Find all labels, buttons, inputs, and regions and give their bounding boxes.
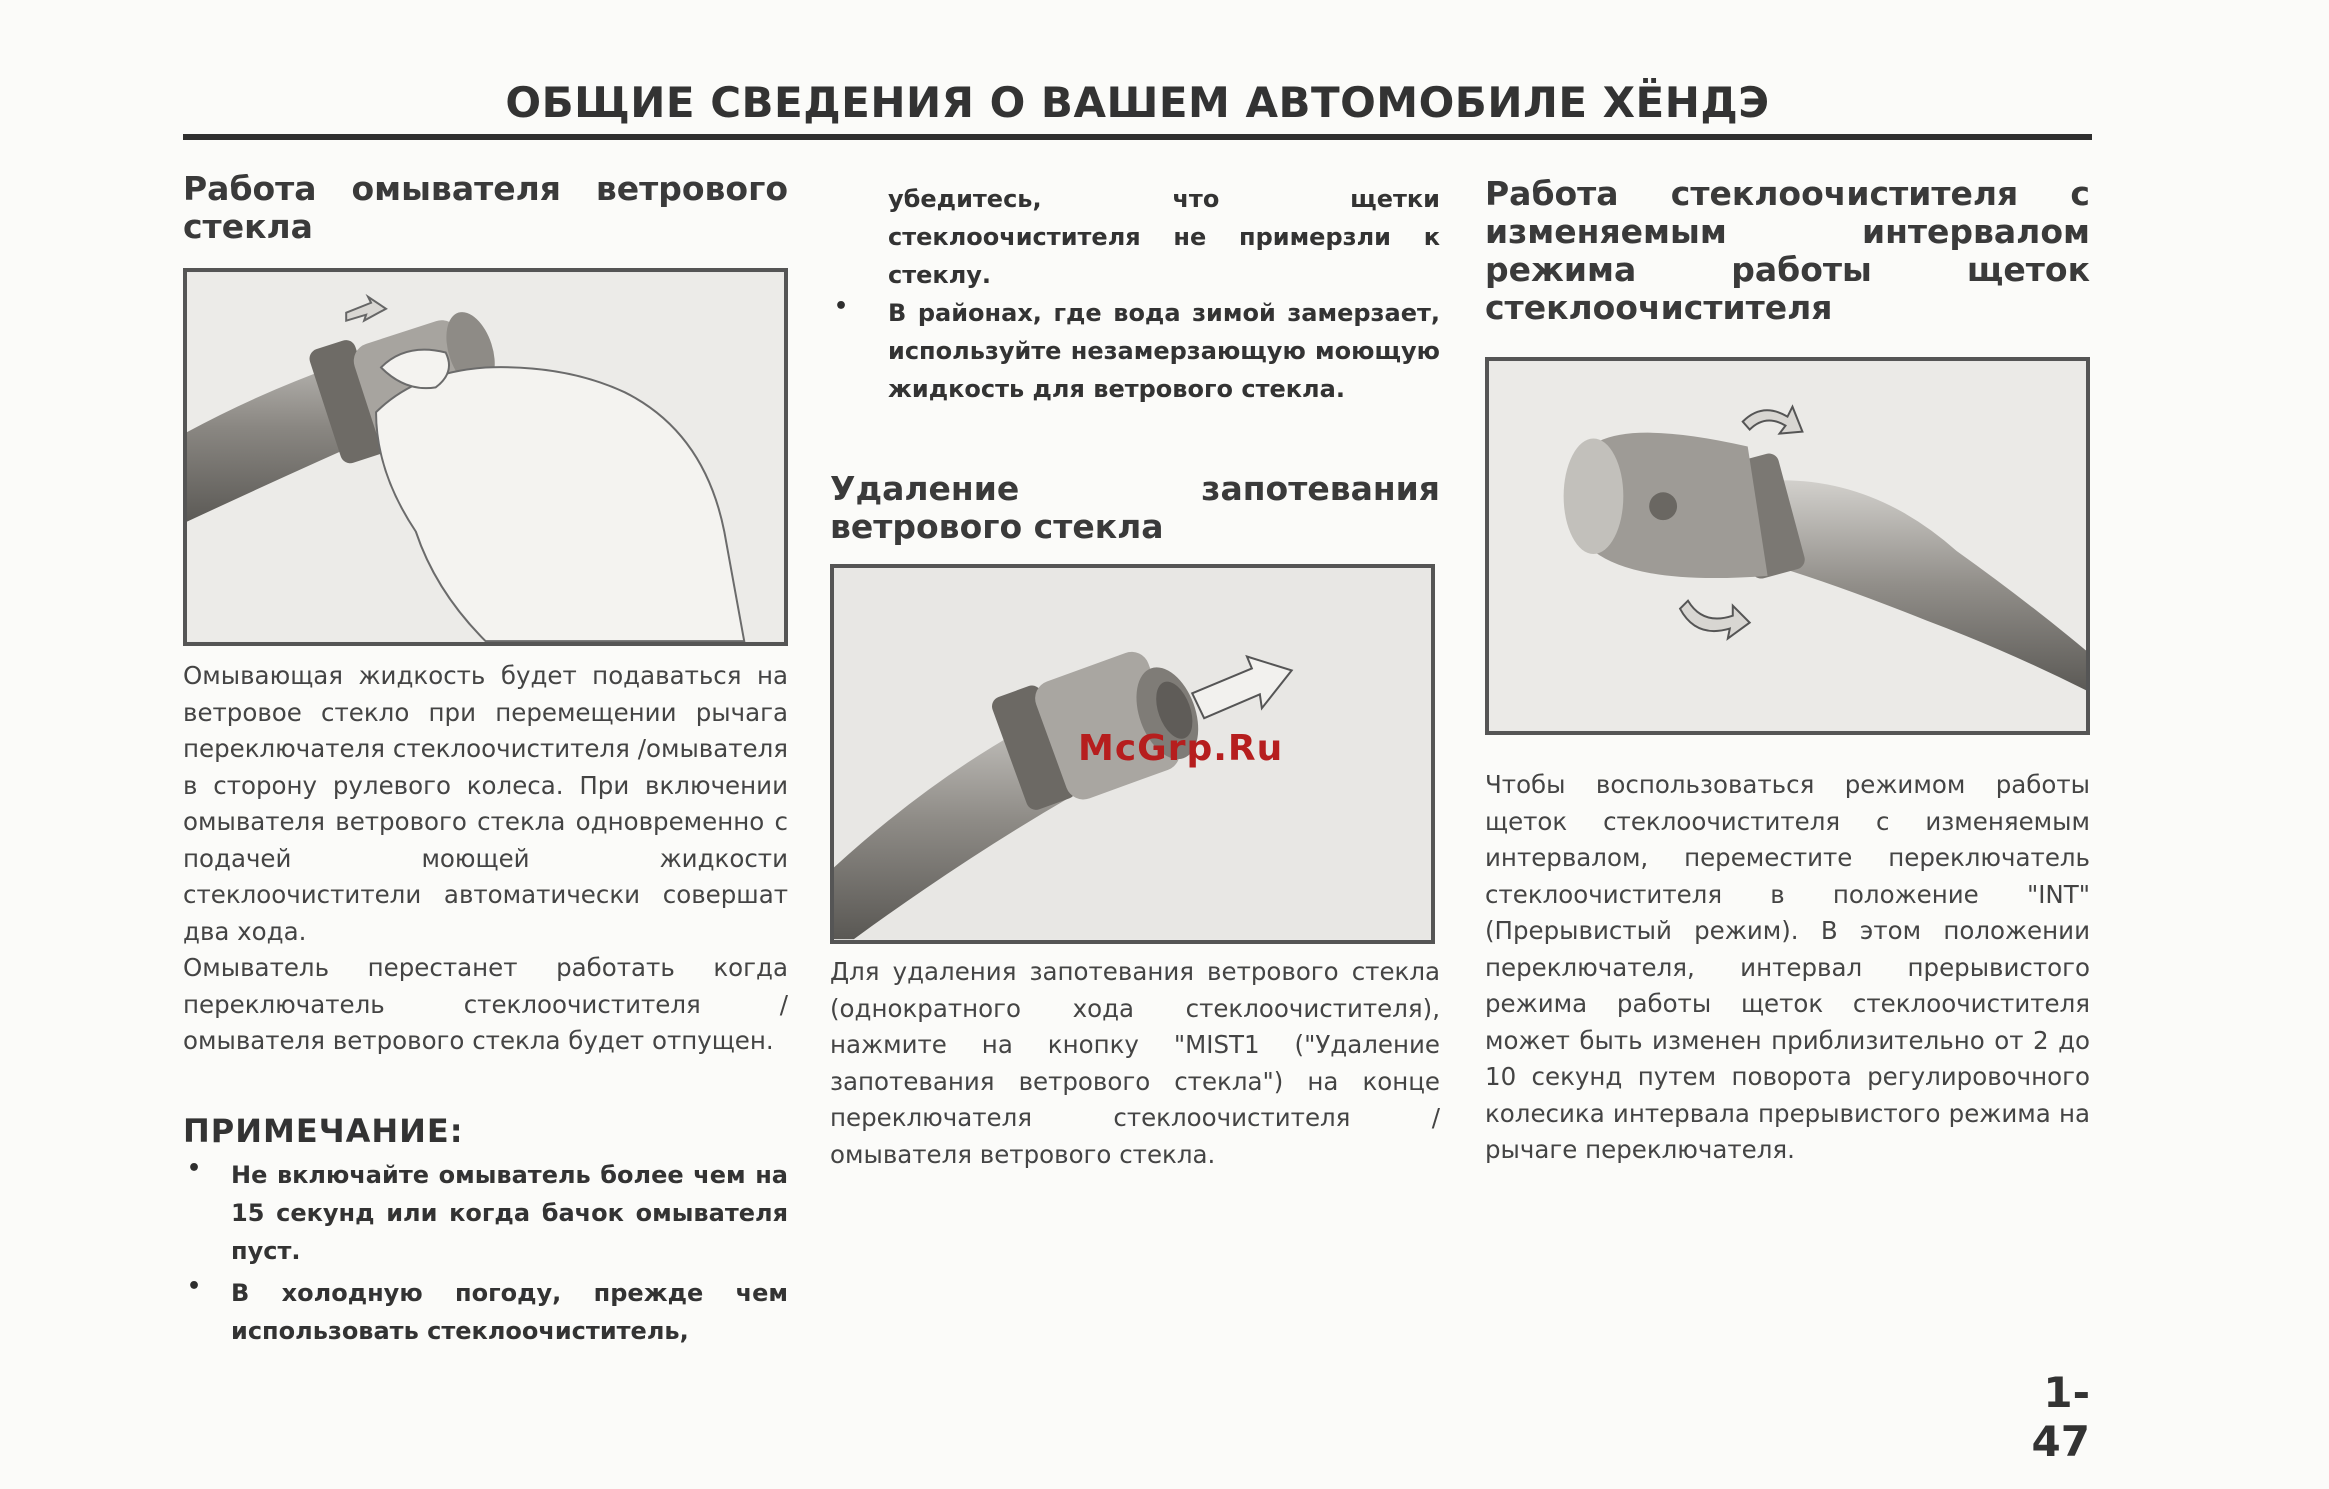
wiper-stalk-hand-pull-icon	[187, 272, 784, 642]
bullet-icon: •	[187, 1155, 202, 1181]
washer-paragraph-2: Омыватель перестанет работать когда переключатель стеклоочистителя / омывателя ветрового стекла будет отпущен.	[183, 953, 788, 1055]
interval-paragraph: Чтобы воспользоваться режимом работы щеток стеклоочистителя с изменяемым интервалом, переместите переключатель стеклоочистителя в положение "INT" (Прерывистый режим). В этом положении переключателя, интервал прерывистого режима работы щеток стеклоочистителя может быть изменен приблизительно от 2 до 10 секунд путем поворота регулировочного колесика интервала прерывистого режима на рычаге переключателя.	[1485, 770, 2090, 1164]
figure-interval-knob	[1485, 357, 2090, 735]
bullet-icon: •	[834, 294, 849, 319]
column-interval	[1485, 175, 2090, 1169]
section-heading-defog: Удаление запотевания ветрового стекла	[830, 469, 1440, 546]
figure-washer-stalk	[183, 268, 788, 646]
bullet-icon: •	[187, 1273, 202, 1299]
header-divider	[183, 134, 2092, 140]
column-washer	[183, 170, 788, 1350]
note-continuation: убедитесь, что щетки стеклоочистителя не примерзли к стеклу.	[888, 185, 1440, 289]
column-defog	[830, 180, 1440, 1173]
defog-paragraph: Для удаления запотевания ветрового стекла (однократного хода стеклоочистителя), нажмите на кнопку "MIST1 ("Удаление запотевания ветрового стекла") на конце переключателя стеклоочистителя / омывателя ветрового стекла.	[830, 957, 1440, 1169]
page-header-title: ОБЩИЕ СВЕДЕНИЯ О ВАШЕМ АВТОМОБИЛЕ ХЁНДЭ	[505, 78, 1770, 127]
washer-paragraph-1: Омывающая жидкость будет подаваться на ветровое стекло при перемещении рычага переключателя стеклоочистителя /омывателя в сторону рулевого колеса. При включении омывателя ветрового стекла одновременно с подачей моющей жидкости стеклоочистители автоматически совершат два хода.	[183, 661, 788, 946]
watermark-text: McGrp.Ru	[1078, 728, 1284, 769]
note-item-3	[830, 294, 1440, 408]
note-title: ПРИМЕЧАНИЕ:	[183, 1111, 464, 1150]
note-item-1	[183, 1156, 788, 1270]
section-heading-washer: Работа омывателя ветрового стекла	[183, 169, 788, 246]
note-item-text: Не включайте омыватель более чем на 15 секунд или когда бачок омывателя пуст.	[231, 1160, 788, 1265]
wiper-stalk-interval-knob-icon	[1489, 361, 2086, 731]
note-item-2	[183, 1274, 788, 1350]
page-number: 1-47	[2031, 1368, 2090, 1466]
section-heading-interval: Работа стеклоочистителя с изменяемым интервалом режима работы щеток стеклоочистителя	[1485, 174, 2090, 327]
note-item-text: В районах, где вода зимой замерзает, используйте незамерзающую моющую жидкость для ветрового стекла.	[888, 299, 1440, 403]
note-item-text: В холодную погоду, прежде чем использовать стеклоочиститель,	[231, 1278, 788, 1345]
